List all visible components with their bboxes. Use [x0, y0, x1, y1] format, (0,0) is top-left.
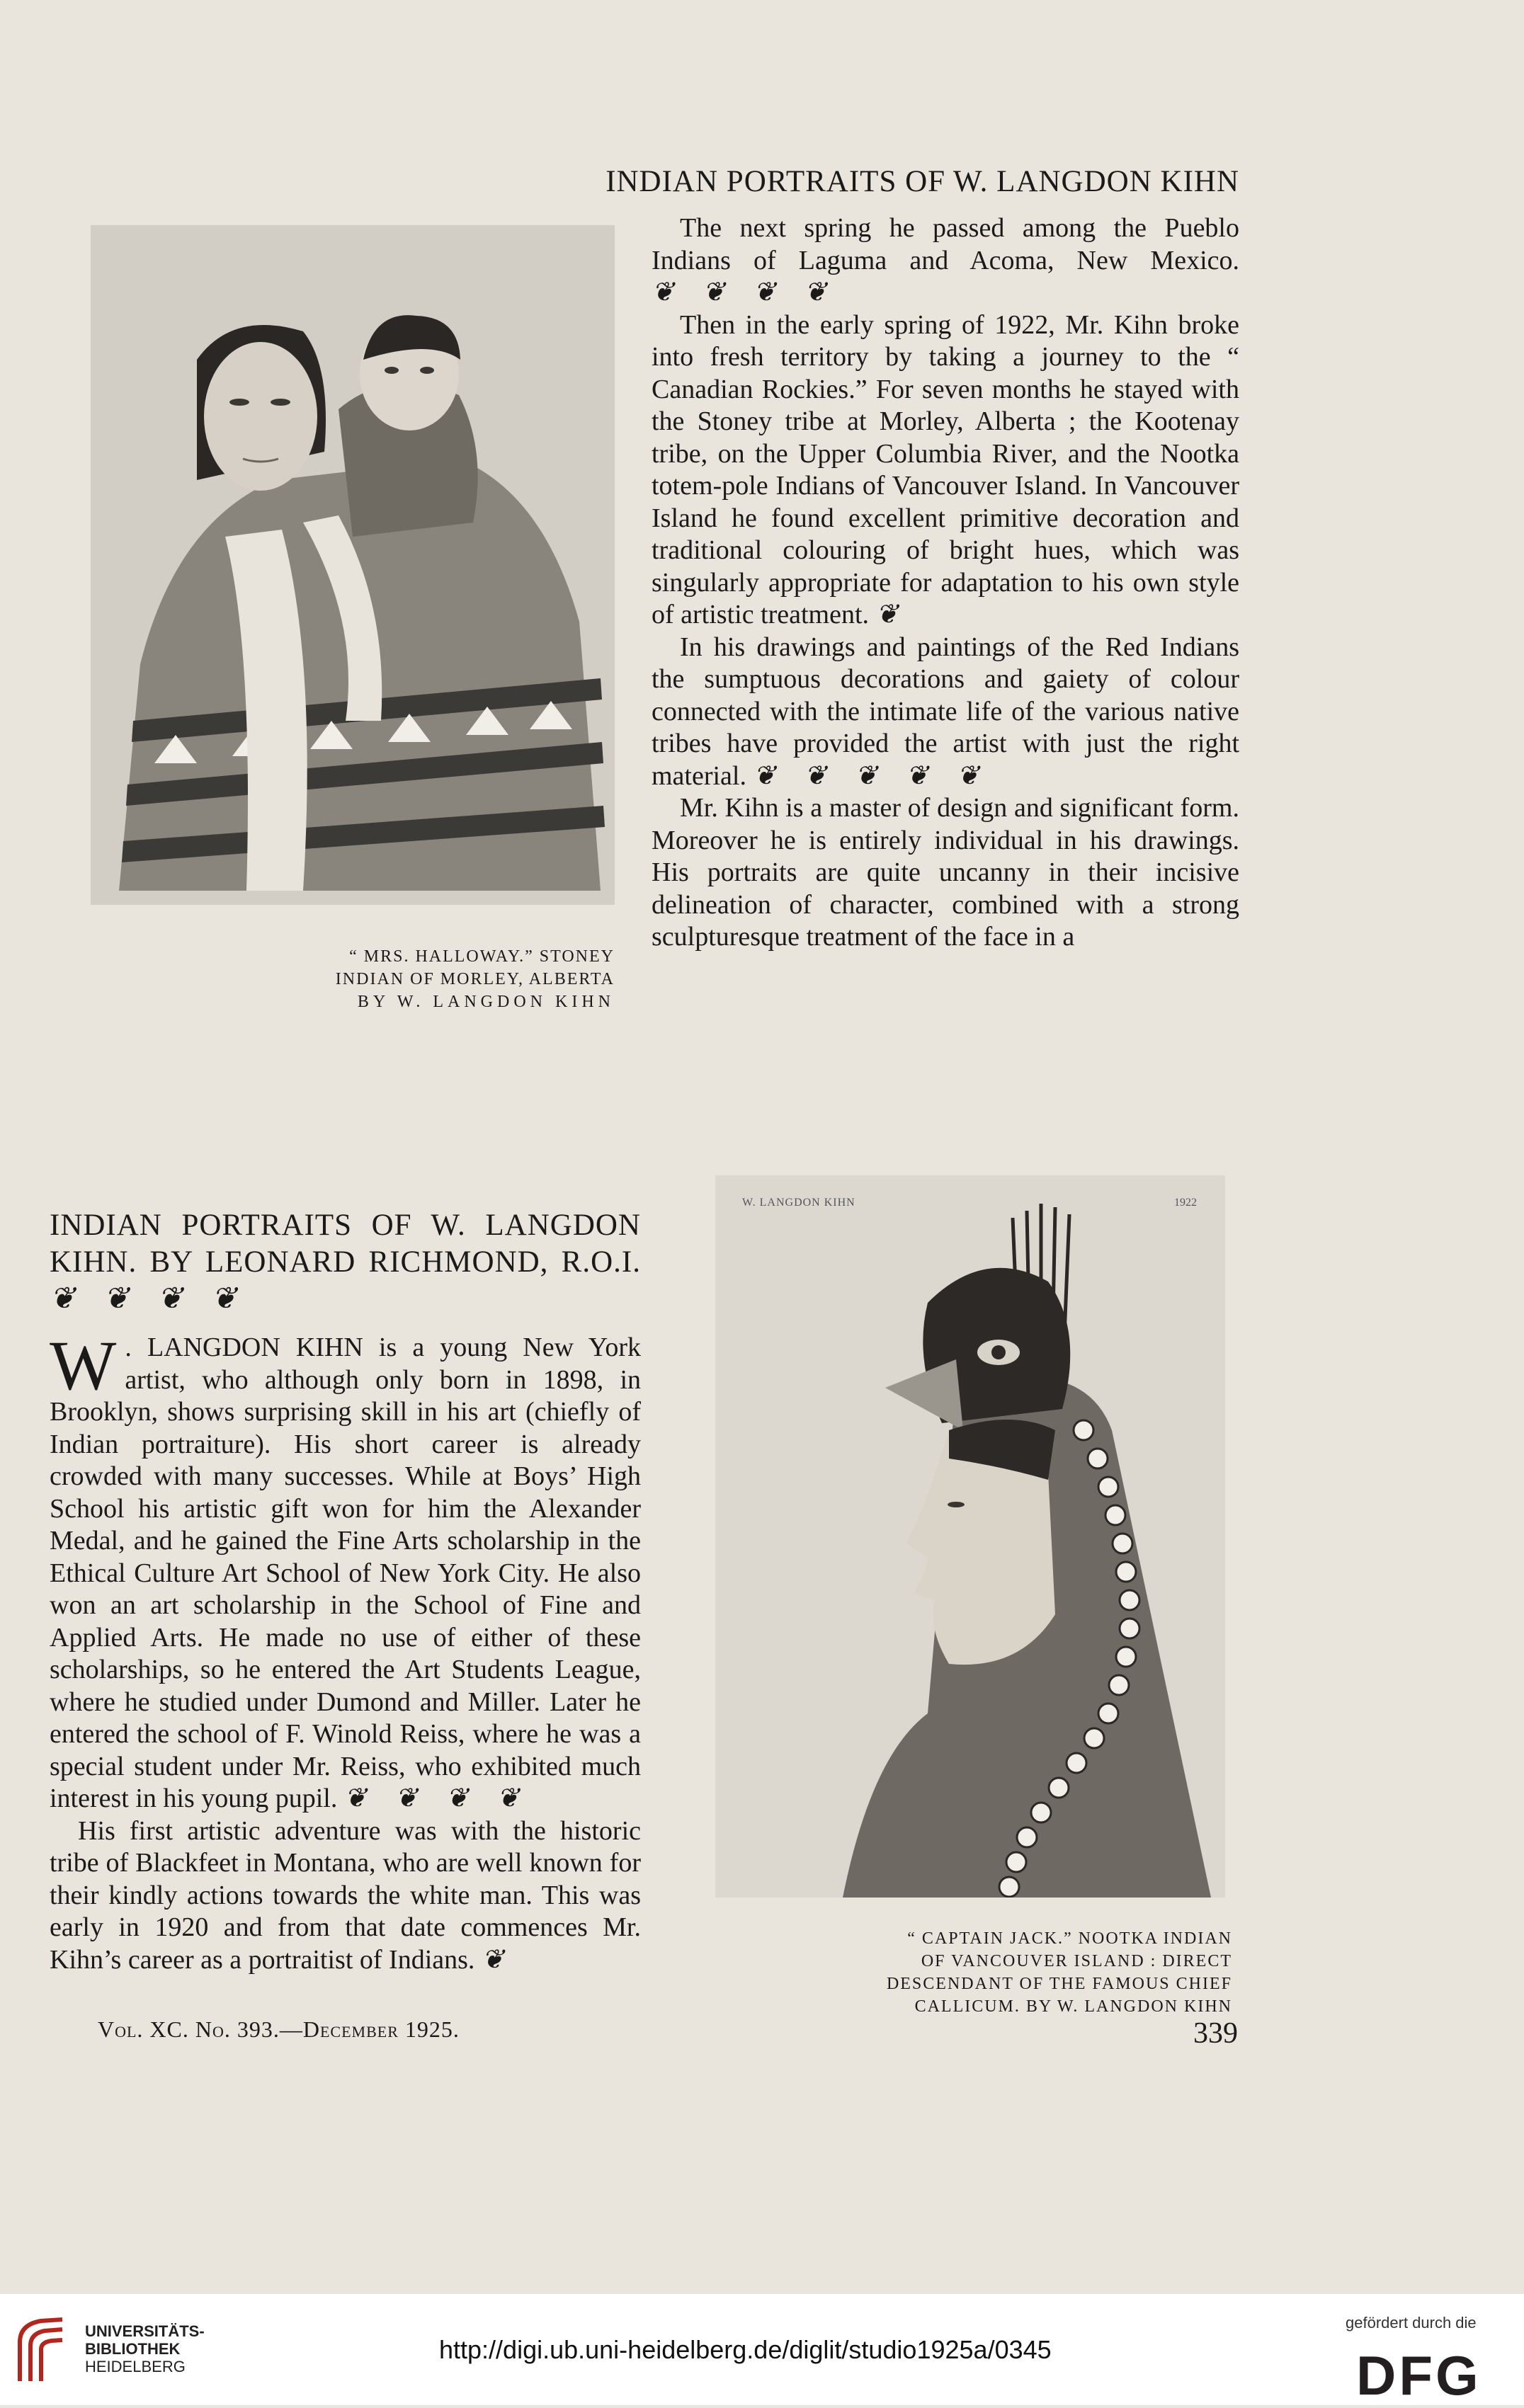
paragraph-text: The next spring he passed among the Pueblo Indians of Laguma and Acoma, New Mexico.: [652, 213, 1239, 275]
page-number: 339: [1193, 2017, 1238, 2050]
left-column-text: [50, 1207, 641, 1976]
portrait-mrs-halloway-image: [91, 225, 615, 905]
leaf-ornament-icon: ❦❦❦❦: [652, 278, 855, 307]
paragraph-text: His first artistic adventure was with the historic tribe of Blackfeet in Montana, who are well known for their kindly actions towards the white man. This was early in 1920 and from that date commences Mr. Kihn’s career as a portraitist of Indians.: [50, 1815, 641, 1975]
running-head: INDIAN PORTRAITS OF W. LANGDON KIHN: [605, 165, 1239, 198]
library-name: [85, 2322, 205, 2375]
paragraph: [652, 212, 1239, 309]
right-column-text: [652, 212, 1239, 954]
paragraph: [50, 1815, 641, 1977]
library-name-line: HEIDELBERG: [85, 2358, 186, 2375]
leaf-ornament-icon: ❦: [875, 600, 927, 629]
leaf-ornament-icon: ❦❦❦❦: [343, 1784, 548, 1813]
caption-line: DESCENDANT OF THE FAMOUS CHIEF: [886, 1975, 1232, 1993]
paragraph-text: Then in the early spring of 1922, Mr. Kihn broke into fresh territory by taking a journey to the “ Canadian Rockies.” For seven months he stayed with the Stoney tribe at Morley, Alberta ; the Kootenay tribe, on the Upper Columbia River, and the Nootka totem-pole Indians of Vancouver Island. In Vancouver Island he found excellent primitive decoration and traditional colouring of bright hues, which was singularly appropriate for adaptation to his own style of artistic treatment.: [652, 309, 1239, 629]
funding-note: gefördert durch die: [1346, 2314, 1477, 2332]
paragraph: [652, 632, 1239, 793]
caption-line: CALLICUM. BY W. LANGDON KIHN: [914, 1997, 1232, 2016]
leaf-ornament-icon: ❦❦❦❦❦: [753, 760, 1008, 791]
figure2-caption: [737, 1927, 1232, 2018]
university-library-logo-icon: [13, 2314, 69, 2385]
paragraph: [652, 792, 1239, 954]
paragraph-text: In his drawings and paintings of the Red Indians the sumptuous decorations and gaiety of colour connected with the intimate life of the various native tribes have provided the artist with just the right material.: [652, 632, 1239, 791]
caption-line: “ CAPTAIN JACK.” NOOTKA INDIAN: [907, 1929, 1232, 1948]
leaf-ornament-icon: ❦❦❦❦: [50, 1282, 266, 1316]
paragraph-text: . LANGDON KIHN is a young New York artist, who although only born in 1898, in Brooklyn, shows surprising skill in his art (chiefly of Indian portraiture). His short career is already crowded with many successes. While at Boys’ High School his artistic gift won for him the Alexander Medal, and he gained the Fine Arts scholarship in the Ethical Culture Art School of New York City. He also won an art scholarship in the School of Fine and Applied Arts. He made no use of either of these scholarships, so he entered the Art Students League, where he studied under Dumond and Miller. Later he entered the school of F. Winold Reiss, where he was a special student under Mr. Reiss, who exhibited much interest in his young pupil.: [50, 1333, 641, 1813]
volume-issue: Vol. XC. No. 393.—December 1925.: [98, 2016, 460, 2042]
drop-cap: W: [50, 1326, 117, 1405]
paragraph-text: Mr. Kihn is a master of design and significant form. Moreover he is entirely individual in his drawings. His portraits are quite uncanny in their incisive delineation of character, combined with a strong sculpturesque treatment of the face in a: [652, 793, 1239, 952]
artist-signature: W. LANGDON KIHN: [742, 1197, 855, 1209]
library-name-line: BIBLIOTHEK: [85, 2340, 181, 2358]
article-title: [50, 1207, 641, 1318]
dfg-logo: DFG: [1356, 2344, 1482, 2407]
paragraph: [50, 1326, 641, 1815]
library-name-line: UNIVERSITÄTS-: [85, 2322, 205, 2340]
portrait-captain-jack-image: [715, 1175, 1225, 1898]
figure1-caption: [142, 945, 615, 1013]
article-title-text: INDIAN PORTRAITS OF W. LANGDON KIHN. BY LEONARD RICHMOND, R.O.I.: [50, 1209, 641, 1279]
artwork-date: 1922: [1174, 1197, 1197, 1209]
caption-line: OF VANCOUVER ISLAND : DIRECT: [921, 1952, 1232, 1970]
source-url-link[interactable]: http://digi.ub.uni-heidelberg.de/diglit/studio1925a/0345: [439, 2335, 1052, 2364]
caption-line: BY W. LANGDON KIHN: [357, 993, 615, 1011]
caption-line: “ MRS. HALLOWAY.” STONEY: [349, 947, 615, 966]
leaf-ornament-icon: ❦: [481, 1944, 533, 1975]
paragraph: [652, 309, 1239, 632]
caption-line: INDIAN OF MORLEY, ALBERTA: [335, 970, 615, 988]
